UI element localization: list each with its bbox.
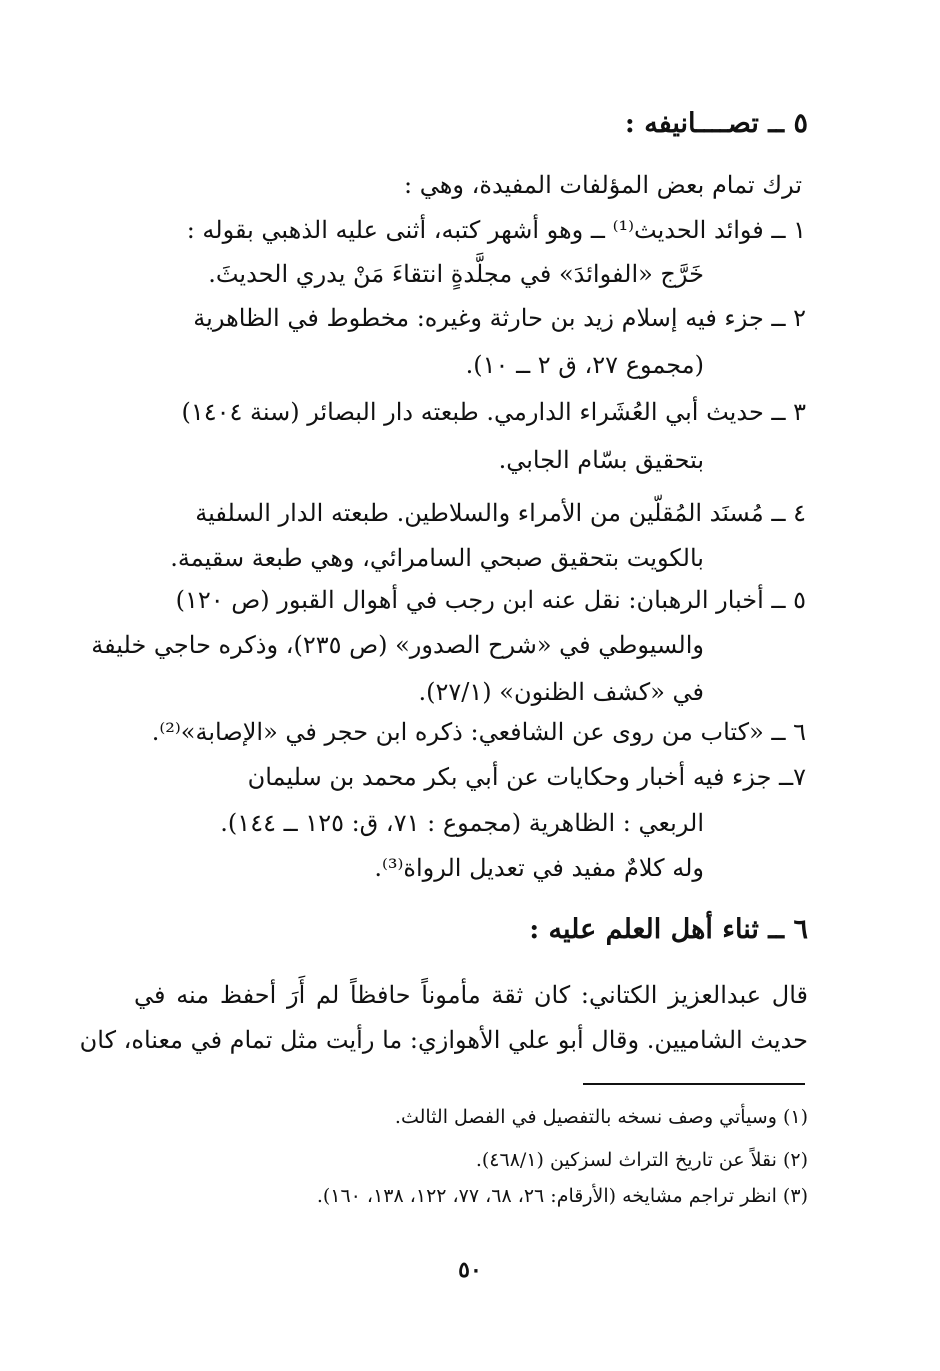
works-intro: ترك تمام بعض المؤلفات المفيدة، وهي :	[404, 171, 802, 199]
footnote-1: (١) وسيأتي وصف نسخه بالتفصيل في الفصل الثالث.	[394, 1106, 808, 1128]
page-number: ٥٠	[458, 1257, 482, 1283]
list-item-2: ٢ ــ جزء فيه إسلام زيد بن حارثة وغيره: مخطوط في الظاهرية	[193, 304, 806, 332]
list-item-4: ٤ ــ مُسنَد المُقلّين من الأمراء والسلاطين. طبعته الدار السلفية	[195, 499, 806, 527]
list-item-3-cont: بتحقيق بسّام الجابي.	[498, 446, 704, 474]
list-item-4-cont: بالكويت بتحقيق صبحي السامرائي، وهي طبعة سقيمة.	[170, 544, 704, 572]
footnote-3: (٣) انظر تراجم مشايخه (الأرقام: ٢٦، ٦٨، ٧٧، ١٢٢، ١٣٨، ١٦٠).	[316, 1185, 808, 1207]
list-item-2-cont: (مجموع ٢٧، ق ٢ ــ ١٠).	[465, 351, 704, 379]
list-item-3: ٣ ــ حديث أبي العُشَراء الدارمي. طبعته دار البصائر (سنة ١٤٠٤)	[181, 398, 806, 426]
praise-paragraph-line-1: قال عبدالعزيز الكتاني: كان ثقة مأموناً حافظاً لم أَرَ أحفظ منه في	[134, 981, 808, 1009]
list-item-5: ٥ ــ أخبار الرهبان: نقل عنه ابن رجب في أهوال القبور (ص ١٢٠)	[175, 586, 806, 614]
list-item-1-quote: خَرَّج «الفوائدَ» في مجلَّدةٍ انتقاءَ مَنْ يدري الحديثَ.	[208, 260, 704, 288]
works-note: وله كلامٌ مفيد في تعديل الرواة⁽³⁾.	[374, 854, 704, 882]
section-heading-praise: ٦ ــ ثناء أهل العلم عليه :	[529, 914, 808, 945]
section-heading-works: ٥ ــ تصــــانيفه :	[624, 108, 808, 139]
list-item-7: ٧ــ جزء فيه أخبار وحكايات عن أبي بكر محمد بن سليمان	[247, 763, 806, 791]
footnote-separator	[583, 1083, 805, 1085]
list-item-6: ٦ ــ «كتاب من روى عن الشافعي: ذكره ابن حجر في «الإصابة»⁽²⁾.	[151, 718, 806, 746]
list-item-5-cont2: في «كشف الظنون» (٢٧/١).	[418, 678, 704, 706]
praise-paragraph-line-2: حديث الشاميين. وقال أبو علي الأهوازي: ما رأيت مثل تمام في معناه، كان	[79, 1026, 808, 1054]
list-item-1: ١ ــ فوائد الحديث⁽¹⁾ ــ وهو أشهر كتبه، أثنى عليه الذهبي بقوله :	[186, 216, 806, 244]
list-item-5-cont: والسيوطي في «شرح الصدور» (ص ٢٣٥)، وذكره حاجي خليفة	[91, 631, 704, 659]
footnote-2: (٢) نقلاً عن تاريخ التراث لسزكين (٤٦٨/١).	[475, 1149, 808, 1171]
list-item-7-cont: الربعي : الظاهرية (مجموع : ٧١، ق: ١٢٥ ــ ١٤٤).	[220, 809, 704, 837]
